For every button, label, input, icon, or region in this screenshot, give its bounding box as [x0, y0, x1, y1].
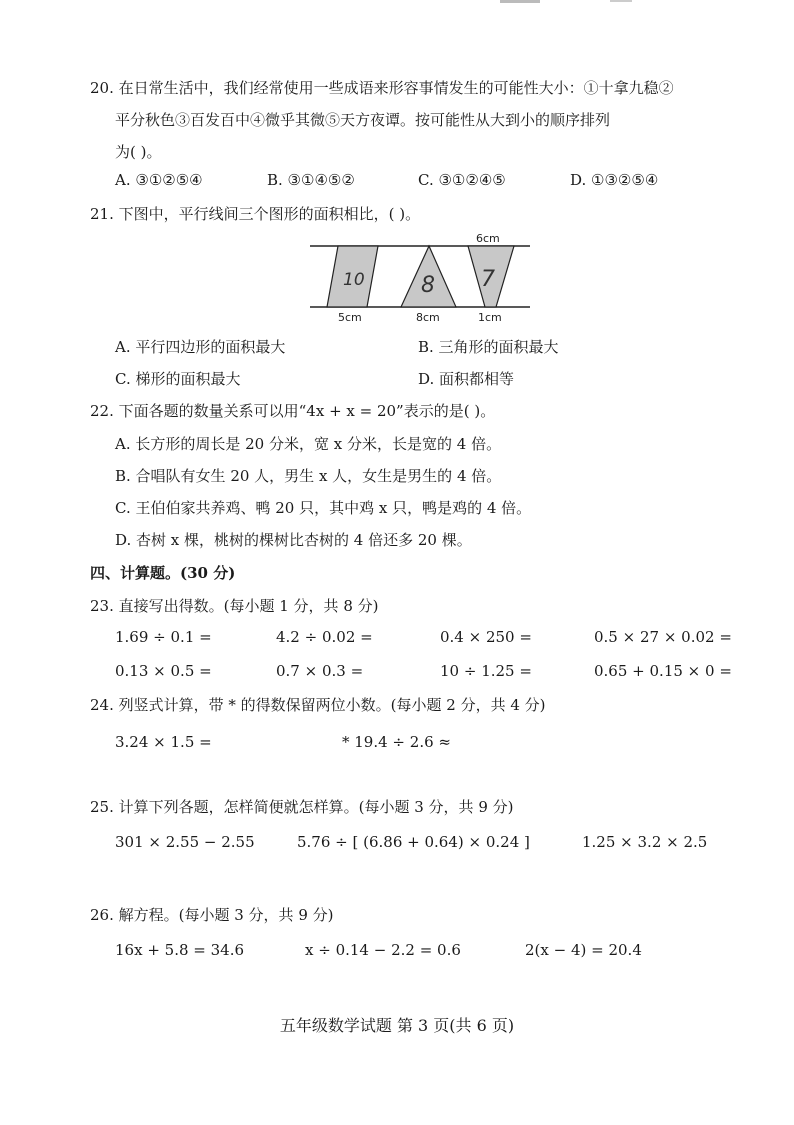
area-label-7: 7 [481, 267, 495, 292]
area-label-10: 10 [343, 270, 365, 290]
q23-item: 0.65 + 0.15 × 0 = [594, 662, 732, 680]
label-1cm: 1cm [478, 311, 502, 324]
q21-option-c[interactable]: C. 梯形的面积最大 [115, 370, 241, 388]
q24-item: * 19.4 ÷ 2.6 ≈ [342, 733, 451, 751]
q20-option-a[interactable]: A. ③①②⑤④ [115, 171, 203, 189]
q23-item: 0.4 × 250 = [440, 628, 532, 646]
q24-item: 3.24 × 1.5 = [115, 733, 212, 751]
q20-line-3: 为( )。 [115, 143, 162, 161]
q20-line-2: 平分秋色③百发百中④微乎其微⑤天方夜谭。按可能性从大到小的顺序排列 [115, 111, 611, 129]
q23-item: 10 ÷ 1.25 = [440, 662, 532, 680]
q23-item: 0.13 × 0.5 = [115, 662, 212, 680]
q23-item: 4.2 ÷ 0.02 = [276, 628, 373, 646]
q25-item: 1.25 × 3.2 × 2.5 [582, 833, 708, 851]
scan-mark [500, 0, 540, 3]
scan-mark [610, 0, 632, 2]
q24-stem: 24. 列竖式计算，带 * 的得数保留两位小数。(每小题 2 分，共 4 分) [90, 696, 546, 714]
q21-option-d[interactable]: D. 面积都相等 [418, 370, 515, 388]
q22-option-c[interactable]: C. 王伯伯家共养鸡、鸭 20 只，其中鸡 x 只，鸭是鸡的 4 倍。 [115, 499, 532, 517]
q23-item: 1.69 ÷ 0.1 = [115, 628, 212, 646]
q22-stem: 22. 下面各题的数量关系可以用“4x + x = 20”表示的是( )。 [90, 402, 496, 420]
q25-item: 5.76 ÷ [ (6.86 + 0.64) × 0.24 ] [297, 833, 530, 851]
q25-item: 301 × 2.55 − 2.55 [115, 833, 255, 851]
q20-line-1: 20. 在日常生活中，我们经常使用一些成语来形容事情发生的可能性大小：①十拿九稳② [90, 79, 674, 97]
q23-stem: 23. 直接写出得数。(每小题 1 分，共 8 分) [90, 597, 379, 615]
q21-stem: 21. 下图中，平行线间三个图形的面积相比，( )。 [90, 205, 421, 223]
label-6cm: 6cm [476, 232, 500, 245]
q22-option-a[interactable]: A. 长方形的周长是 20 分米，宽 x 分米，长是宽的 4 倍。 [115, 435, 502, 453]
q25-stem: 25. 计算下列各题，怎样简便就怎样算。(每小题 3 分，共 9 分) [90, 798, 514, 816]
section-4-heading: 四、计算题。(30 分) [90, 564, 236, 582]
q20-option-b[interactable]: B. ③①④⑤② [267, 171, 355, 189]
q22-option-b[interactable]: B. 合唱队有女生 20 人，男生 x 人，女生是男生的 4 倍。 [115, 467, 502, 485]
q20-option-d[interactable]: D. ①③②⑤④ [570, 171, 659, 189]
q26-stem: 26. 解方程。(每小题 3 分，共 9 分) [90, 906, 334, 924]
q23-item: 0.5 × 27 × 0.02 = [594, 628, 732, 646]
q20-option-c[interactable]: C. ③①②④⑤ [418, 171, 506, 189]
q21-option-b[interactable]: B. 三角形的面积最大 [418, 338, 559, 356]
q21-option-a[interactable]: A. 平行四边形的面积最大 [115, 338, 286, 356]
q26-item: x ÷ 0.14 − 2.2 = 0.6 [305, 941, 461, 959]
parallel-lines-figure [300, 228, 540, 328]
label-8cm: 8cm [416, 311, 440, 324]
q26-item: 2(x − 4) = 20.4 [525, 941, 642, 959]
q22-option-d[interactable]: D. 杏树 x 棵，桃树的棵树比杏树的 4 倍还多 20 棵。 [115, 531, 472, 549]
page-footer: 五年级数学试题 第 3 页(共 6 页) [279, 1016, 515, 1035]
q23-item: 0.7 × 0.3 = [276, 662, 364, 680]
q26-item: 16x + 5.8 = 34.6 [115, 941, 245, 959]
label-5cm: 5cm [338, 311, 362, 324]
area-label-8: 8 [421, 273, 435, 298]
